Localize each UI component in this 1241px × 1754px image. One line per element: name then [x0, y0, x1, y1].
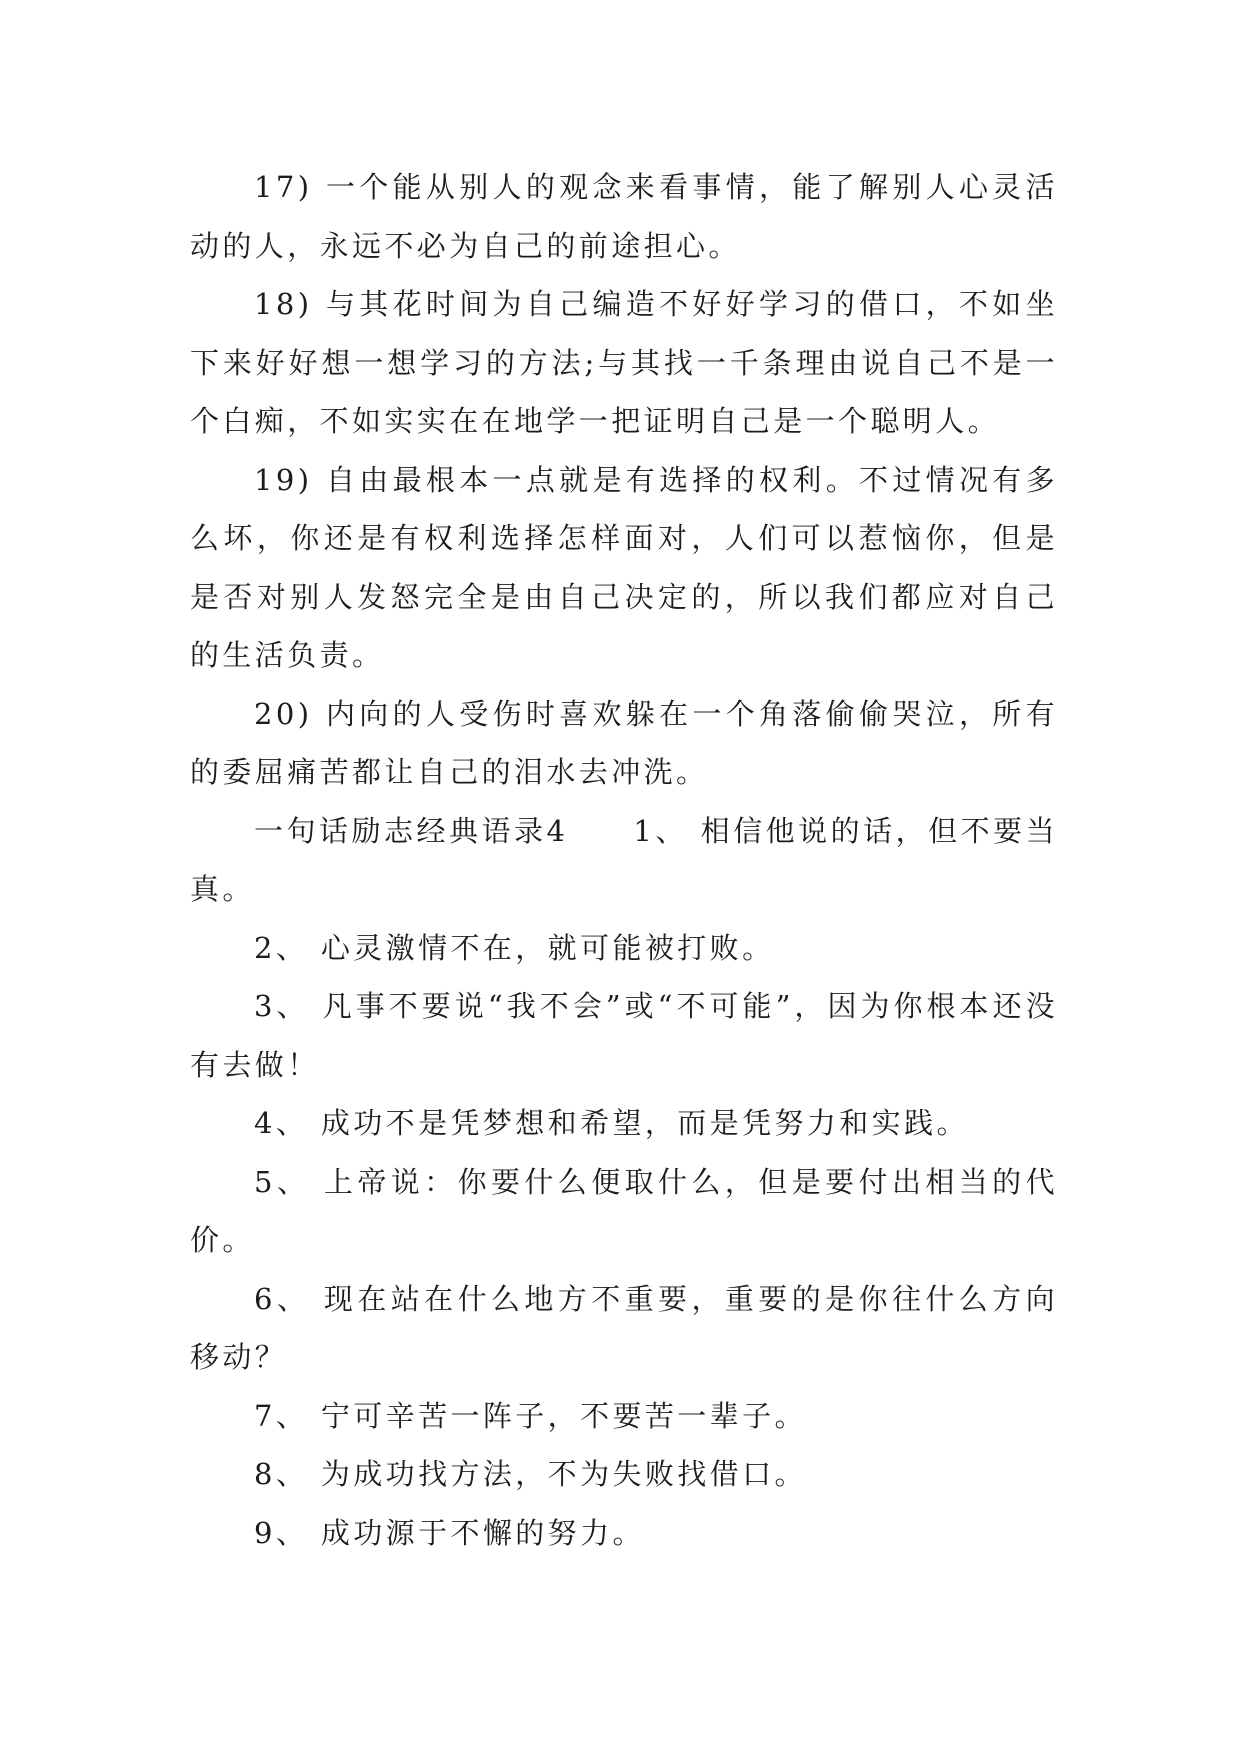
document-body — [190, 158, 1058, 1562]
quote-paragraph-6: 6、 现在站在什么地方不重要，重要的是你往什么方向移动？ — [190, 1281, 1058, 1374]
quote-paragraph-5: 5、 上帝说：你要什么便取什么，但是要付出相当的代价。 — [190, 1164, 1058, 1257]
quote-paragraph-7: 7、 宁可辛苦一阵子，不要苦一辈子。 — [254, 1398, 807, 1433]
quote-paragraph-20: 20) 内向的人受伤时喜欢躲在一个角落偷偷哭泣，所有的委屈痛苦都让自己的泪水去冲洗。 — [190, 696, 1058, 789]
quote-paragraph-2: 2、 心灵激情不在，就可能被打败。 — [254, 930, 775, 965]
section-heading-paragraph: 一句话励志经典语录4 1、 相信他说的话，但不要当真。 — [190, 813, 1058, 906]
quote-paragraph-19: 19) 自由最根本一点就是有选择的权利。不过情况有多么坏，你还是有权利选择怎样面对，人们可以惹恼你，但是是否对别人发怒完全是由自己决定的，所以我们都应对自己的生活负责。 — [190, 462, 1058, 672]
quote-paragraph-4: 4、 成功不是凭梦想和希望，而是凭努力和实践。 — [254, 1106, 969, 1140]
quote-paragraph-3: 3、 凡事不要说“我不会”或“不可能”，因为你根本还没有去做！ — [190, 989, 1058, 1082]
quote-paragraph-8: 8、 为成功找方法，不为失败找借口。 — [254, 1457, 807, 1491]
quote-paragraph-17: 17) 一个能从别人的观念来看事情，能了解别人心灵活动的人，永远不必为自己的前途担心。 — [190, 170, 1058, 263]
quote-paragraph-9: 9、 成功源于不懈的努力。 — [254, 1515, 645, 1550]
quote-paragraph-18: 18) 与其花时间为自己编造不好好学习的借口，不如坐下来好好想一想学习的方法;与其找一千条理由说自己不是一个白痴，不如实实在在地学一把证明自己是一个聪明人。 — [190, 287, 1058, 438]
